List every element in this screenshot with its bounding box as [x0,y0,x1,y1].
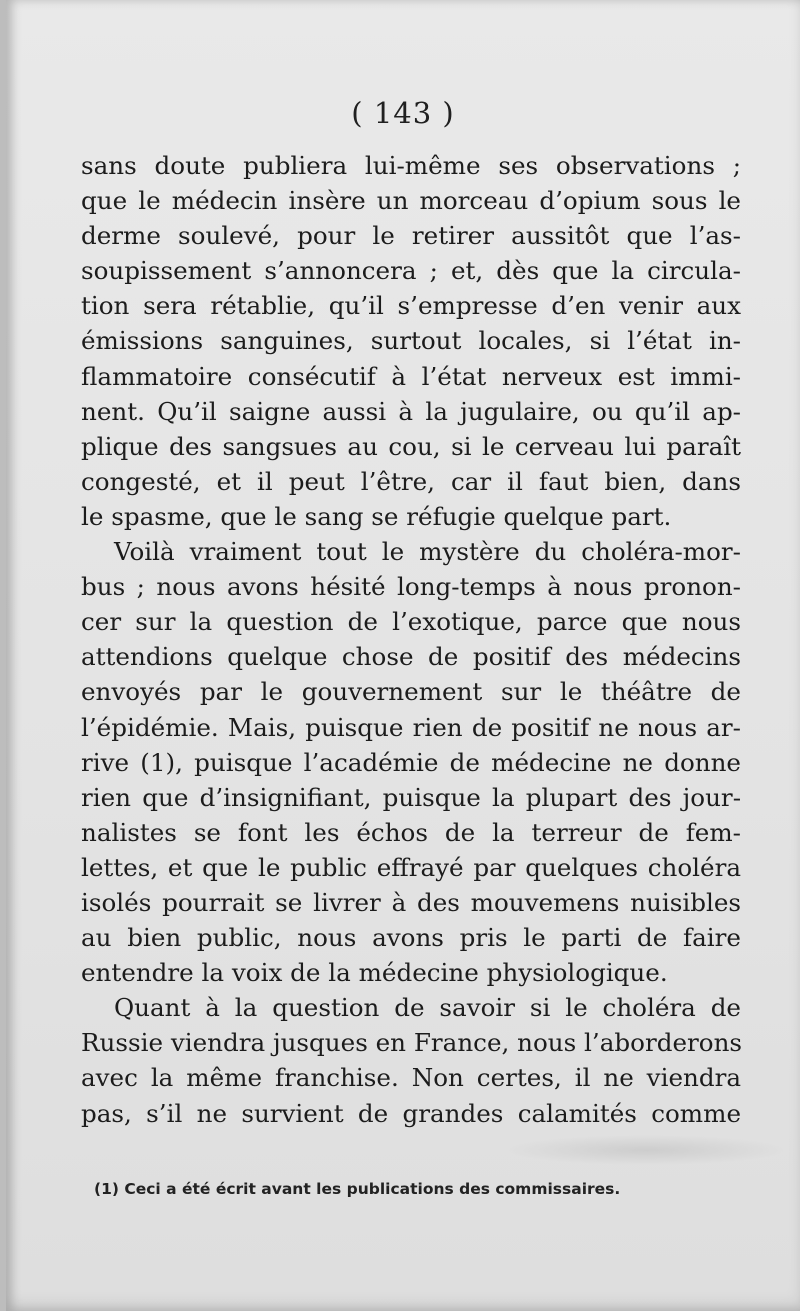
text-line: nalistes se font les échos de la terreur de fem- [81,817,741,847]
text-line: au bien public, nous avons pris le parti de faire [81,923,741,953]
paragraph-3 [81,990,741,1130]
text-line: émissions sanguines, surtout locales, si l’état in- [81,326,741,356]
paragraph-2 [81,534,741,990]
text-line: rien que d’insignifiant, puisque la plupart des jour- [81,782,741,812]
text-line: isolés pourrait se livrer à des mouvemens nuisibles [81,887,741,917]
text-line: soupissement s’annoncera ; et, dès que la circula- [81,256,741,286]
text-line: sans doute publiera lui-même ses observations ; [81,151,741,180]
text-line: derme soulevé, pour le retirer aussitôt que l’as- [81,221,741,251]
text-line: le spasme, que le sang se réfugie quelque part. [81,501,672,531]
text-line: Voilà vraiment tout le mystère du choléra-mor- [114,537,741,567]
text-line: attendions quelque chose de positif des médecins [81,642,741,672]
text-line: entendre la voix de la médecine physiologique. [81,958,668,988]
text-line: que le médecin insère un morceau d’opium sous le [81,186,741,216]
text-line: tion sera rétablie, qu’il s’empresse d’en venir aux [81,291,741,321]
text-line: bus ; nous avons hésité long-temps à nous pronon- [81,572,741,602]
text-line: Quant à la question de savoir si le choléra de [114,993,741,1023]
text-line: rive (1), puisque l’académie de médecine ne donne [81,747,741,777]
text-line: cer sur la question de l’exotique, parce que nous [81,607,741,637]
show-through-smudge [506,1135,786,1165]
page-number: ( 143 ) [351,96,455,130]
book-page [6,0,800,1311]
text-line: lettes, et que le public effrayé par quelques choléra [81,852,741,882]
text-line: avec la même franchise. Non certes, il ne viendra [81,1063,741,1093]
text-line: congesté, et il peut l’être, car il faut bien, dans [81,466,741,496]
paragraph-1 [81,148,741,534]
text-line: nent. Qu’il saigne aussi à la jugulaire, ou qu’il ap- [81,396,741,426]
body-text [81,148,741,1131]
text-line: Russie viendra jusques en France, nous l’aborderons [81,1028,743,1058]
footnote: (1) Ceci a été écrit avant les publications des commissaires. [94,1180,621,1198]
text-line: flammatoire consécutif à l’état nerveux est immi- [81,361,741,391]
text-line: pas, s’il ne survient de grandes calamités comme [81,1098,741,1128]
text-line: l’épidémie. Mais, puisque rien de positif ne nous ar- [81,712,741,742]
text-line: envoyés par le gouvernement sur le théâtre de [81,677,741,707]
text-line: plique des sangsues au cou, si le cerveau lui paraît [81,431,741,461]
